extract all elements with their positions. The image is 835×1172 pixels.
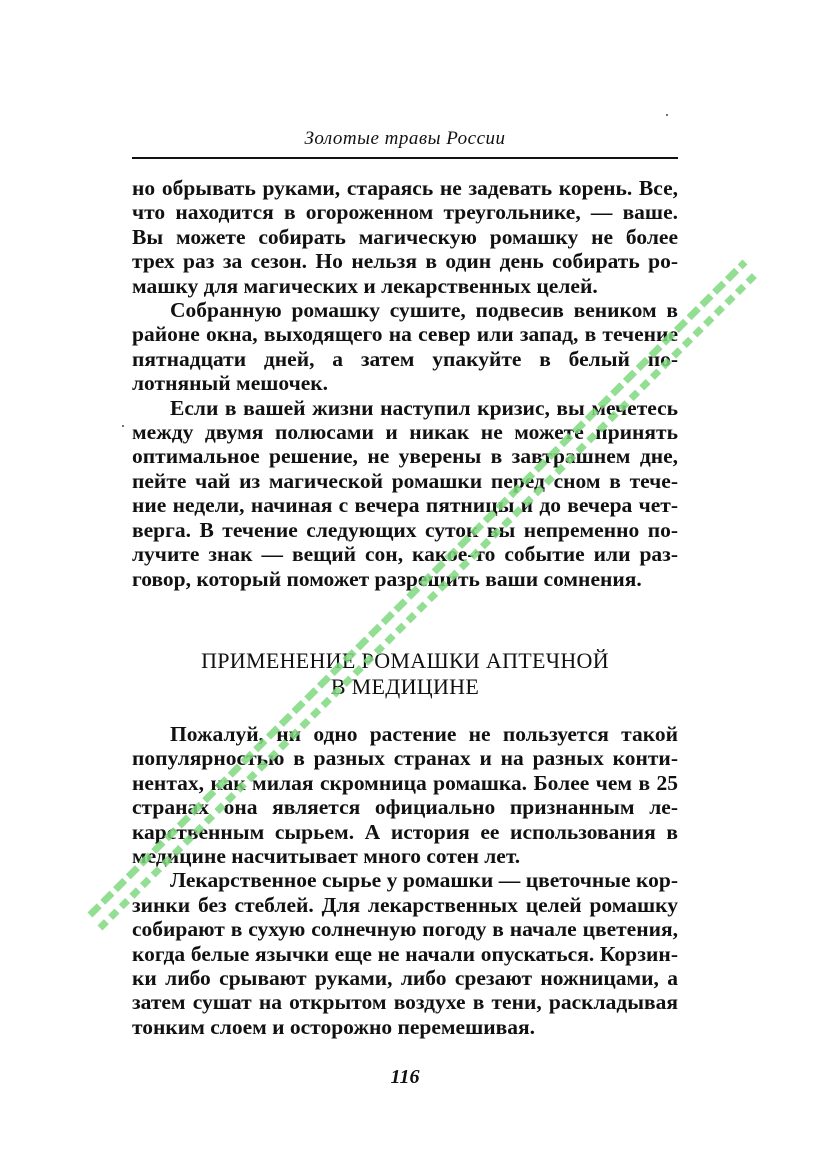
header-rule — [132, 157, 678, 159]
paragraph: но обрывать руками, стараясь не задевать корень. Все, что находится в огороженном треугольнике, — ваше. Вы можете собирать магическую ромашку не более трех раз за сезон. Но нельзя в один день собирать ромашку для магических и лекарственных целей. — [132, 176, 678, 298]
top-text-block — [132, 176, 678, 591]
print-speck — [666, 114, 668, 116]
running-head-title: Золотые травы России — [304, 128, 506, 149]
page-number: 116 — [390, 1066, 420, 1088]
paragraph: Пожалуй, ни одно растение не пользуется такой популярностью в разных странах и на разных континентах, как милая скромница ромашка. Более чем в 25 странах она является официально признанным лекарственным сырьем. А история ее использования в медицине насчитывает много сотен лет. — [132, 722, 678, 869]
paragraph: Лекарственное сырье у ромашки — цветочные корзинки без стеблей. Для лекарственных целей ромашку собирают в сухую солнечную погоду в начале цветения, когда белые язычки еще не начали опускаться. Корзинки либо срывают руками, либо срезают ножницами, а затем сушат на открытом воздухе в тени, раскладывая тонким слоем и осторожно перемешивая. — [132, 868, 678, 1039]
section-heading-line-1: ПРИМЕНЕНИЕ РОМАШКИ АПТЕЧНОЙ — [201, 648, 609, 673]
bottom-text-block — [132, 722, 678, 1039]
paragraph: Если в вашей жизни наступил кризис, вы мечетесь между двумя полюсами и никак не можете принять оптимальное решение, не уверены в завтрашнем дне, пейте чай из магической ромашки перед сном в течение недели, начиная с вечера пятницы и до вечера четверга. В течение следующих суток вы непременно получите знак — вещий сон, какое-то событие или разговор, который поможет разрешить ваши сомнения. — [132, 395, 678, 591]
section-heading — [132, 648, 678, 700]
paragraph: Собранную ромашку сушите, подвесив веником в районе окна, выходящего на север или запад, в течение пятнадцати дней, а затем упакуйте в белый полотняный мешочек. — [132, 298, 678, 396]
section-heading-line-2: В МЕДИЦИНЕ — [330, 674, 480, 699]
print-speck — [122, 425, 124, 427]
